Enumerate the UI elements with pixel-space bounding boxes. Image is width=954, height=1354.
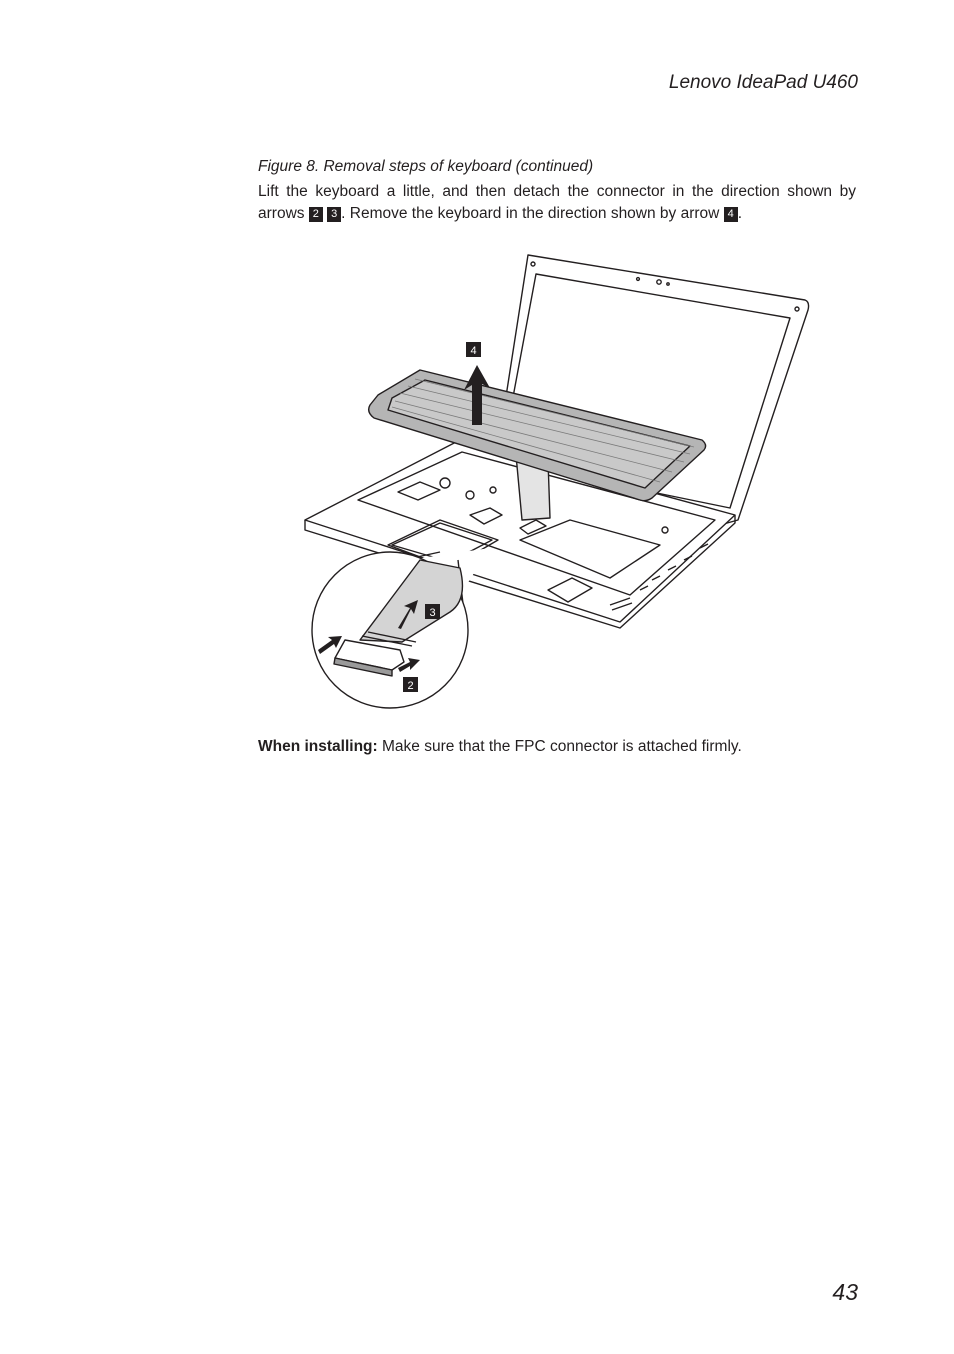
step-marker-4: 4	[724, 207, 738, 222]
note-text: Make sure that the FPC connector is attached firmly.	[377, 738, 742, 755]
instruction-part3: .	[737, 205, 742, 222]
instruction-part1: Lift the keyboard a little, and then detach the connector in the direction shown by arrows	[258, 183, 856, 222]
step-marker-2: 2	[309, 207, 323, 222]
label-step-3: 3	[429, 607, 436, 619]
label-step-2: 2	[407, 680, 414, 692]
step-marker-3: 3	[327, 207, 341, 222]
running-header: Lenovo IdeaPad U460	[668, 72, 858, 93]
keyboard-removal-illustration	[300, 250, 820, 715]
label-step-4: 4	[470, 345, 477, 357]
installation-note	[258, 738, 742, 756]
instruction-paragraph	[258, 181, 856, 225]
page-number: 43	[832, 1279, 858, 1305]
figure-caption: Figure 8. Removal steps of keyboard (continued)	[258, 158, 594, 175]
figure-text	[258, 158, 856, 225]
instruction-part2: . Remove the keyboard in the direction shown by arrow	[341, 205, 720, 222]
note-label: When installing:	[258, 738, 378, 755]
